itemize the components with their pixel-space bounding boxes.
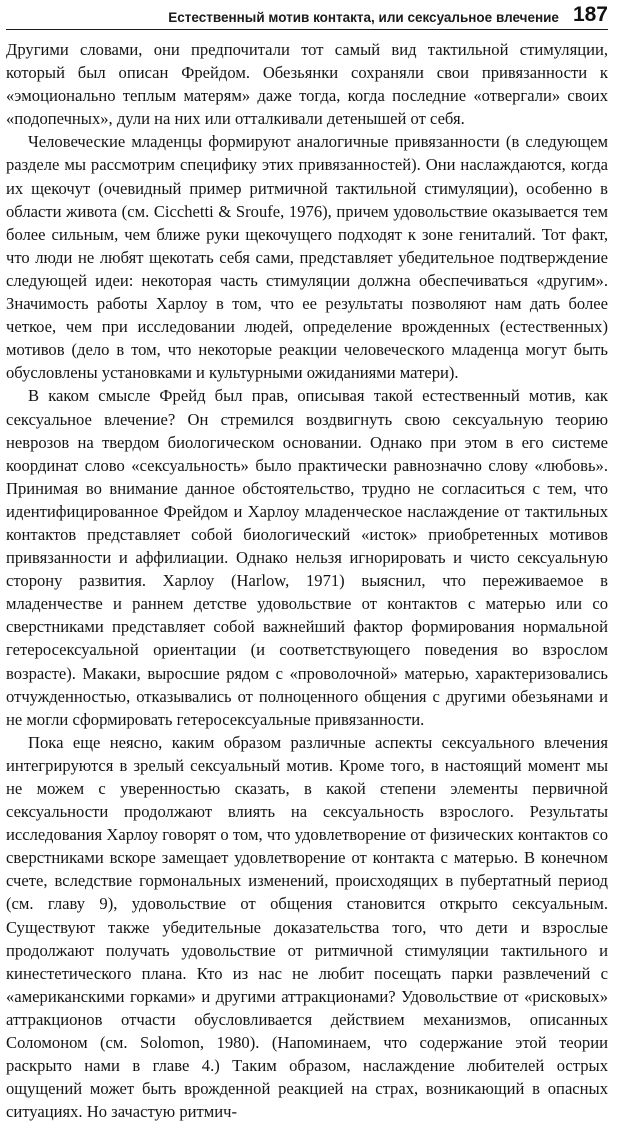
paragraph-2: Человеческие младенцы формируют аналогичные привязанности (в следующем разделе мы рассмотрим специфику этих привязанностей). Они наслаждаются, когда их щекочут (очевидный пример ритмичной тактильной стимуляции), особенно в области живота (см. Cicchetti & Sroufe, 1976), причем удовольствие оказывается тем более сильным, чем ближе руки щекочущего подходят к зоне гениталий. Тот факт, что люди не любят щекотать себя сами, представляет убедительное подтверждение следующей идеи: некоторая часть стимуляции должна обеспечиваться «другим». Значимость работы Харлоу в том, что ее результаты позволяют нам дать более четкое, чем при исследовании людей, определение врожденных (естественных) мотивов (дело в том, что некоторые реакции человеческого младенца могут быть обусловлены установками и культурными ожиданиями матери).	[6, 132, 608, 383]
body-text	[6, 38, 608, 1123]
paragraph-3: В каком смысле Фрейд был прав, описывая такой естественный мотив, как сексуальное влечение? Он стремился воздвигнуть свою сексуальную теорию неврозов на твердом биологическом основании. Однако при этом в его системе координат слово «сексуальность» было практически равнозначно слову «любовь». Принимая во внимание данное обстоятельство, трудно не согласиться с тем, что идентифицированное Фрейдом и Харлоу младенческое наслаждение от тактильных контактов представляет собой биологический «исток» приобретенных мотивов привязанности и аффилиации. Однако нельзя игнорировать и чисто сексуальную сторону развития. Харлоу (Harlow, 1971) выяснил, что переживаемое в младенчестве и раннем детстве удовольствие от контактов с матерью или со сверстниками представляет собой важнейший фактор формирования нормальной гетеросексуальной ориентации (и соответствующего поведения во взрослом возрасте). Макаки, выросшие рядом с «проволочной» матерью, характеризовались отчужденностью, отказывались от полноценного общения с другими обезьянами и не могли сформировать гетеросексуальные привязанности.	[6, 386, 608, 729]
running-header	[6, 0, 608, 30]
page-number: 187	[572, 3, 608, 26]
running-title: Естественный мотив контакта, или сексуальное влечение	[168, 10, 559, 25]
paragraph-4: Пока еще неясно, каким образом различные аспекты сексуального влечения интегрируются в зрелый сексуальный мотив. Кроме того, в настоящий момент мы не можем с уверенностью сказать, в какой степени элементы первичной сексуальности продолжают влиять на сексуальность взрослого. Результаты исследования Харлоу говорят о том, что удовлетворение от физических контактов со сверстниками вскоре замещает удовлетворение от контакта с матерью. В конечном счете, вследствие гормональных изменений, происходящих в пубертатный период (см. главу 9), удовольствие от общения становится открыто сексуальным. Существуют также убедительные доказательства того, что дети и взрослые продолжают получать удовольствие от ритмичной стимуляции тактильного и кинестетического плана. Кто из нас не любит посещать парки развлечений с «американскими горками» и другими аттракционами? Удовольствие от «рисковых» аттракционов отчасти обусловливается действием механизмов, описанных Соломоном (см. Solomon, 1980). (Напоминаем, что содержание этой теории раскрыто нами в главе 4.) Таким образом, наслаждение любителей острых ощущений может быть врожденной реакцией на страх, возникающий в опасных ситуациях. Но зачастую ритмич-	[6, 732, 608, 1122]
paragraph-1: Другими словами, они предпочитали тот самый вид тактильной стимуляции, который был описан Фрейдом. Обезьянки сохраняли свои привязанности к «эмоционально теплым матерям» даже тогда, когда последние «отвергали» своих «подопечных», дули на них или отталкивали детенышей от себя.	[6, 40, 608, 129]
